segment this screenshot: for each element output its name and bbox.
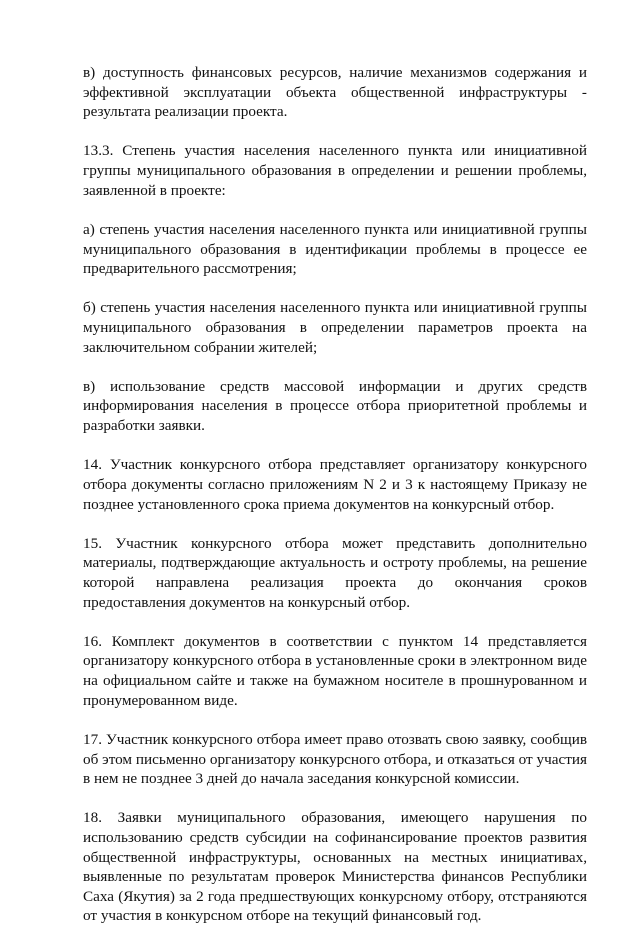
- paragraph-b-project-parameters: б) степень участия населения населенного пункта или инициативной группы муниципального образования в определении параметров проекта на заключительном собрании жителей;: [83, 299, 587, 356]
- paragraph-16-document-package: 16. Комплект документов в соответствии с пунктом 14 представляется организатору конкурсного отбора в установленные сроки в электронном виде на официальном сайте и также на бумажном носителе в прошнурованном и пронумерованном виде.: [83, 632, 587, 709]
- paragraph-14-documents-submission: 14. Участник конкурсного отбора представляет организатору конкурсного отбора документы согласно приложениям N 2 и 3 к настоящему Приказу не позднее установленного срока приема документов на конкурсный отбор.: [83, 456, 587, 513]
- paragraph-v-mass-media: в) использование средств массовой информации и других средств информирования населения в процессе отбора приоритетной проблемы и разработки заявки.: [83, 377, 587, 435]
- paragraph-13-3-population-participation: 13.3. Степень участия населения населенного пункта или инициативной группы муниципального образования в определении и решении проблемы, заявленной в проекте:: [83, 142, 587, 199]
- paragraph-a-problem-identification: а) степень участия населения населенного пункта или инициативной группы муниципального образования в идентификации проблемы в процессе ее предварительного рассмотрения;: [83, 220, 587, 278]
- document-page: [83, 63, 587, 926]
- paragraph-15-additional-materials: 15. Участник конкурсного отбора может представить дополнительно материалы, подтверждающие актуальность и остроту проблемы, на решение которой направлена реализация проекта до окончания сроков предоставления документов на конкурсный отбор.: [83, 534, 587, 611]
- paragraph-18-disqualification: 18. Заявки муниципального образования, имеющего нарушения по использованию средств субсидии на софинансирование проектов развития общественной инфраструктуры, основанных на местных инициативах, выявленные по результатам проверок Министерства финансов Республики Саха (Якутия) за 2 года предшествующих конкурсному отбору, отстраняются от участия в конкурсном отборе на текущий финансовый год.: [83, 809, 587, 925]
- paragraph-criterion-v-financial-resources: в) доступность финансовых ресурсов, наличие механизмов содержания и эффективной эксплуатации объекта общественной инфраструктуры - результата реализации проекта.: [83, 64, 587, 121]
- paragraph-17-withdraw-application: 17. Участник конкурсного отбора имеет право отозвать свою заявку, сообщив об этом письменно организатору конкурсного отбора, и отказаться от участия в нем не позднее 3 дней до начала заседания конкурсной комиссии.: [83, 730, 587, 788]
